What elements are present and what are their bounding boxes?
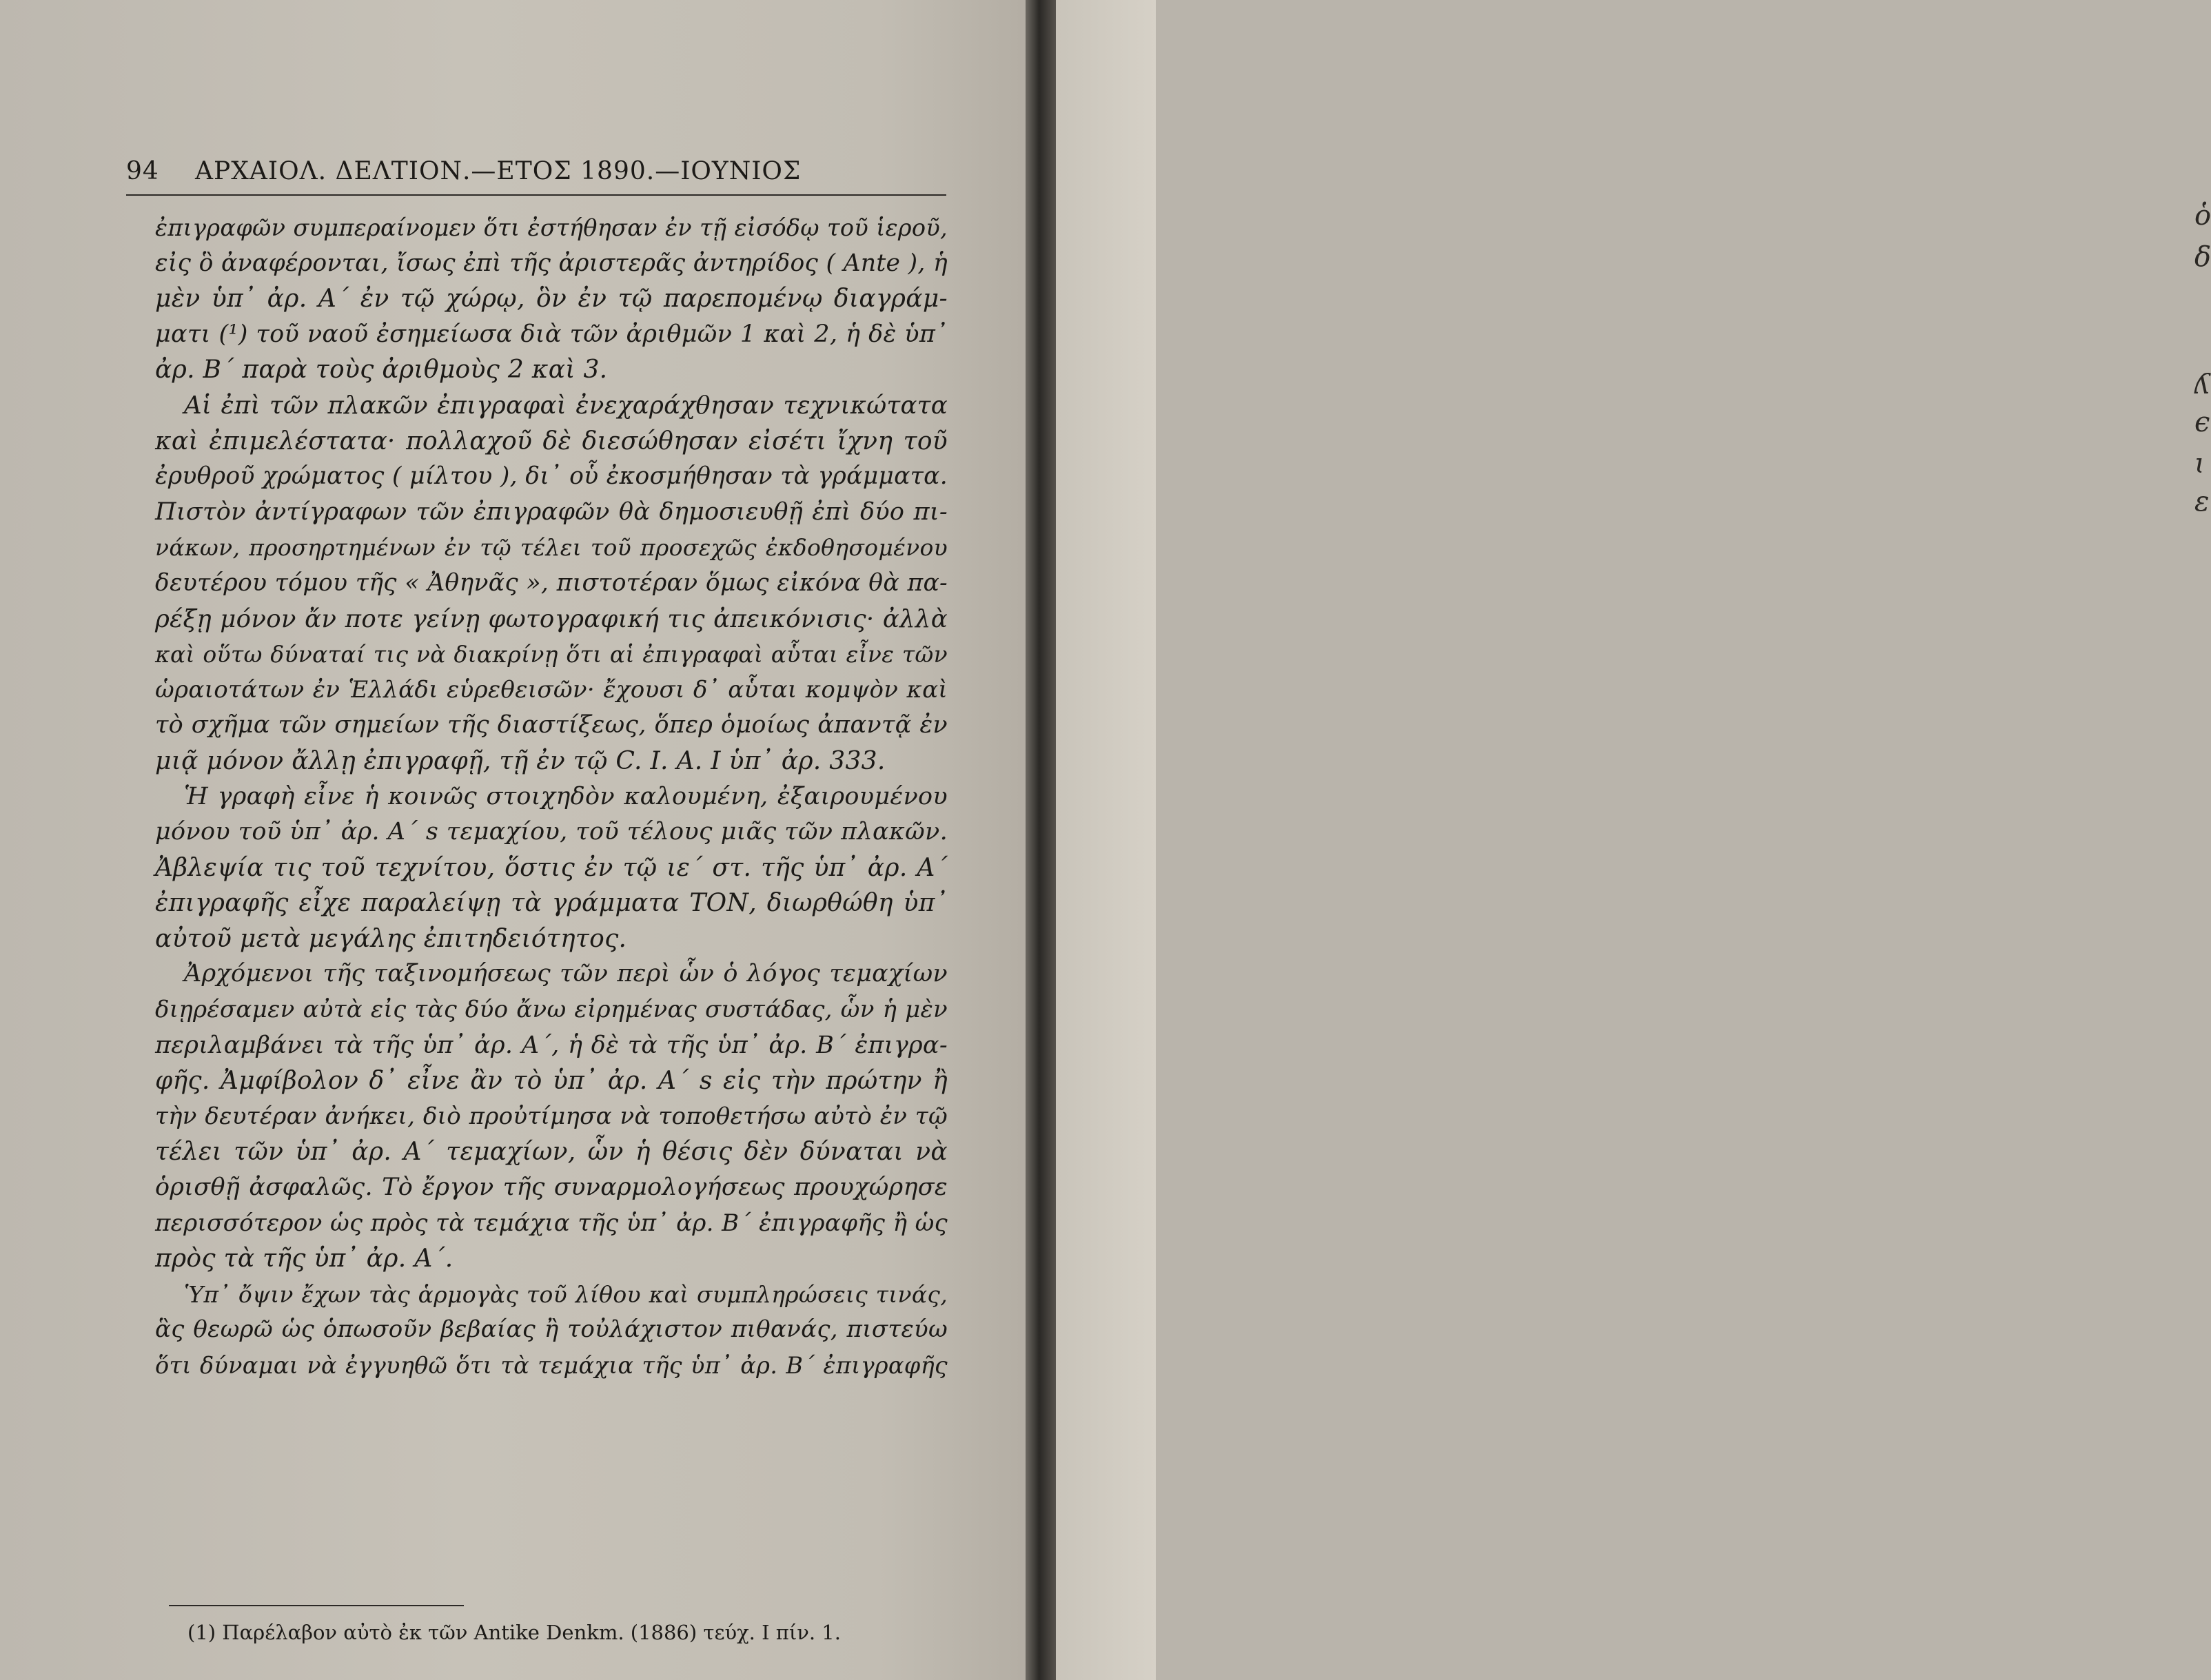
header-rule <box>126 194 946 196</box>
edge-glyph: ʎ <box>2194 369 2210 400</box>
text-line: αὐτοῦ μετὰ μεγάλης ἐπιτηδειότητος. <box>155 924 627 953</box>
text-line: τὸ σχῆμα τῶν σημείων τῆς διαστίξεως, ὅπερ ὁμοίως ἀπαντᾷ ἐν <box>155 711 948 739</box>
book-page <box>0 0 1034 1680</box>
text-line: ὅτι δύναμαι νὰ ἐγγυηθῶ ὅτι τὰ τεμάχια τῆς ὑπ᾽ ἀρ. Β΄ ἐπιγραφῆς <box>155 1352 948 1379</box>
body-text <box>155 210 948 1384</box>
text-line: περισσότερον ὡς πρὸς τὰ τεμάχια τῆς ὑπ᾽ ἀρ. Β΄ ἐπιγραφῆς ἢ ὡς <box>155 1209 948 1237</box>
text-line: πρὸς τὰ τῆς ὑπ᾽ ἀρ. Α΄. <box>155 1244 454 1273</box>
text-line: φῆς. Ἀμφίβολον δ᾽ εἶνε ἂν τὸ ὑπ᾽ ἀρ. Α΄ s εἰς τὴν πρώτην ἢ <box>155 1067 948 1096</box>
text-line: Αἱ ἐπὶ τῶν πλακῶν ἐπιγραφαὶ ἐνεχαράχθησαν τεχνικώτατα <box>184 391 948 420</box>
text-line: μιᾷ μόνον ἄλλῃ ἐπιγραφῇ, τῇ ἐν τῷ C. I. A. I ὑπ᾽ ἀρ. 333. <box>155 746 886 775</box>
text-line: τέλει τῶν ὑπ᾽ ἀρ. Α΄ τεμαχίων, ὧν ἡ θέσις δὲν δύναται νὰ <box>155 1138 948 1167</box>
text-line: περιλαμβάνει τὰ τῆς ὑπ᾽ ἀρ. Α΄, ἡ δὲ τὰ τῆς ὑπ᾽ ἀρ. Β΄ ἐπιγρα- <box>155 1031 948 1059</box>
edge-glyph: ɩ <box>2194 448 2205 480</box>
text-line: ρέξῃ μόνον ἄν ποτε γείνῃ φωτογραφική τις ἀπεικόνισις· ἀλλὰ <box>155 604 948 633</box>
text-line: εἰς ὃ ἀναφέρονται, ἴσως ἐπὶ τῆς ἀριστερᾶς ἀντηρίδος ( Ante ), ἡ <box>155 249 948 277</box>
running-title: ΑΡΧΑΙΟΛ. ΔΕΛΤΙΟΝ.—ΕΤΟΣ 1890.—ΙΟΥΝΙΟΣ <box>195 157 802 185</box>
text-line: ἐπιγραφῆς εἶχε παραλείψῃ τὰ γράμματα ΤΟΝ, διωρθώθη ὑπ᾽ <box>155 889 948 918</box>
text-line: ὁρισθῇ ἀσφαλῶς. Τὸ ἔργον τῆς συναρμολογήσεως προυχώρησε <box>155 1174 948 1202</box>
text-line: ἃς θεωρῶ ὡς ὁπωσοῦν βεβαίας ἢ τοὐλάχιστον πιθανάς, πιστεύω <box>155 1315 948 1344</box>
text-line: μόνου τοῦ ὑπ᾽ ἀρ. Α΄ s τεμαχίου, τοῦ τέλους μιᾶς τῶν πλακῶν. <box>155 818 948 846</box>
footnote-rule <box>169 1605 464 1606</box>
text-line: διῃρέσαμεν αὐτὰ εἰς τὰς δύο ἄνω εἰρημένας συστάδας, ὧν ἡ μὲν <box>155 996 948 1024</box>
text-line: νάκων, προσηρτημένων ἐν τῷ τέλει τοῦ προσεχῶς ἐκδοθησομένου <box>155 534 948 562</box>
text-line: ματι (¹) τοῦ ναοῦ ἐσημείωσα διὰ τῶν ἀριθμῶν 1 καὶ 2, ἡ δὲ ὑπ᾽ <box>155 320 948 348</box>
text-line: Πιστὸν ἀντίγραφων τῶν ἐπιγραφῶν θὰ δημοσιευθῇ ἐπὶ δύο πι- <box>155 498 948 526</box>
text-line: καὶ οὕτω δύναταί τις νὰ διακρίνῃ ὅτι αἱ ἐπιγραφαὶ αὗται εἶνε τῶν <box>155 641 948 668</box>
next-page-edge <box>1056 0 2211 1680</box>
text-line: ἀρ. Β΄ παρὰ τοὺς ἀριθμοὺς 2 καὶ 3. <box>155 356 608 385</box>
text-line: ὡραιοτάτων ἐν Ἑλλάδι εὑρεθεισῶν· ἔχουσι δ᾽ αὗται κομψὸν καὶ <box>155 675 948 704</box>
edge-glyph: ὁ <box>2194 200 2211 232</box>
edge-glyph: ɛ <box>2194 486 2210 518</box>
page-number: 94 <box>126 157 159 185</box>
footnote: (1) Παρέλαβον αὐτὸ ἐκ τῶν Antike Denkm. (1886) τεύχ. I πίν. 1. <box>187 1621 841 1644</box>
text-line: τὴν δευτέραν ἀνήκει, διὸ προὐτίμησα νὰ τοποθετήσω αὐτὸ ἐν τῷ <box>155 1102 948 1130</box>
text-line: μὲν ὑπ᾽ ἀρ. Α΄ ἐν τῷ χώρῳ, ὃν ἐν τῷ παρεπομένῳ διαγράμ- <box>155 285 948 314</box>
running-header <box>126 157 829 185</box>
text-line: ἐπιγραφῶν συμπεραίνομεν ὅτι ἐστήθησαν ἐν τῇ εἰσόδῳ τοῦ ἱεροῦ, <box>155 214 948 241</box>
text-line: ἐρυθροῦ χρώματος ( μίλτου ), δι᾽ οὗ ἐκοσμήθησαν τὰ γράμματα. <box>155 462 948 491</box>
text-line: Ἀρχόμενοι τῆς ταξινομήσεως τῶν περὶ ὧν ὁ λόγος τεμαχίων <box>184 960 948 988</box>
edge-glyph: ϵ <box>2194 407 2210 438</box>
text-line: καὶ ἐπιμελέστατα· πολλαχοῦ δὲ διεσώθησαν εἰσέτι ἴχνη τοῦ <box>155 427 948 455</box>
edge-glyph: δ <box>2194 241 2211 273</box>
text-line: Ὑπ᾽ ὄψιν ἔχων τὰς ἁρμογὰς τοῦ λίθου καὶ συμπληρώσεις τινάς, <box>184 1280 948 1308</box>
text-line: Ἀβλεψία τις τοῦ τεχνίτου, ὅστις ἐν τῷ ιε΄ στ. τῆς ὑπ᾽ ἀρ. Α΄ <box>155 853 948 882</box>
text-line: Ἡ γραφὴ εἶνε ἡ κοινῶς στοιχηδὸν καλουμένη, ἐξαιρουμένου <box>184 782 948 810</box>
text-line: δευτέρου τόμου τῆς « Ἀθηνᾶς », πιστοτέραν ὅμως εἰκόνα θὰ πα- <box>155 568 948 597</box>
book-gutter <box>1026 0 1056 1680</box>
